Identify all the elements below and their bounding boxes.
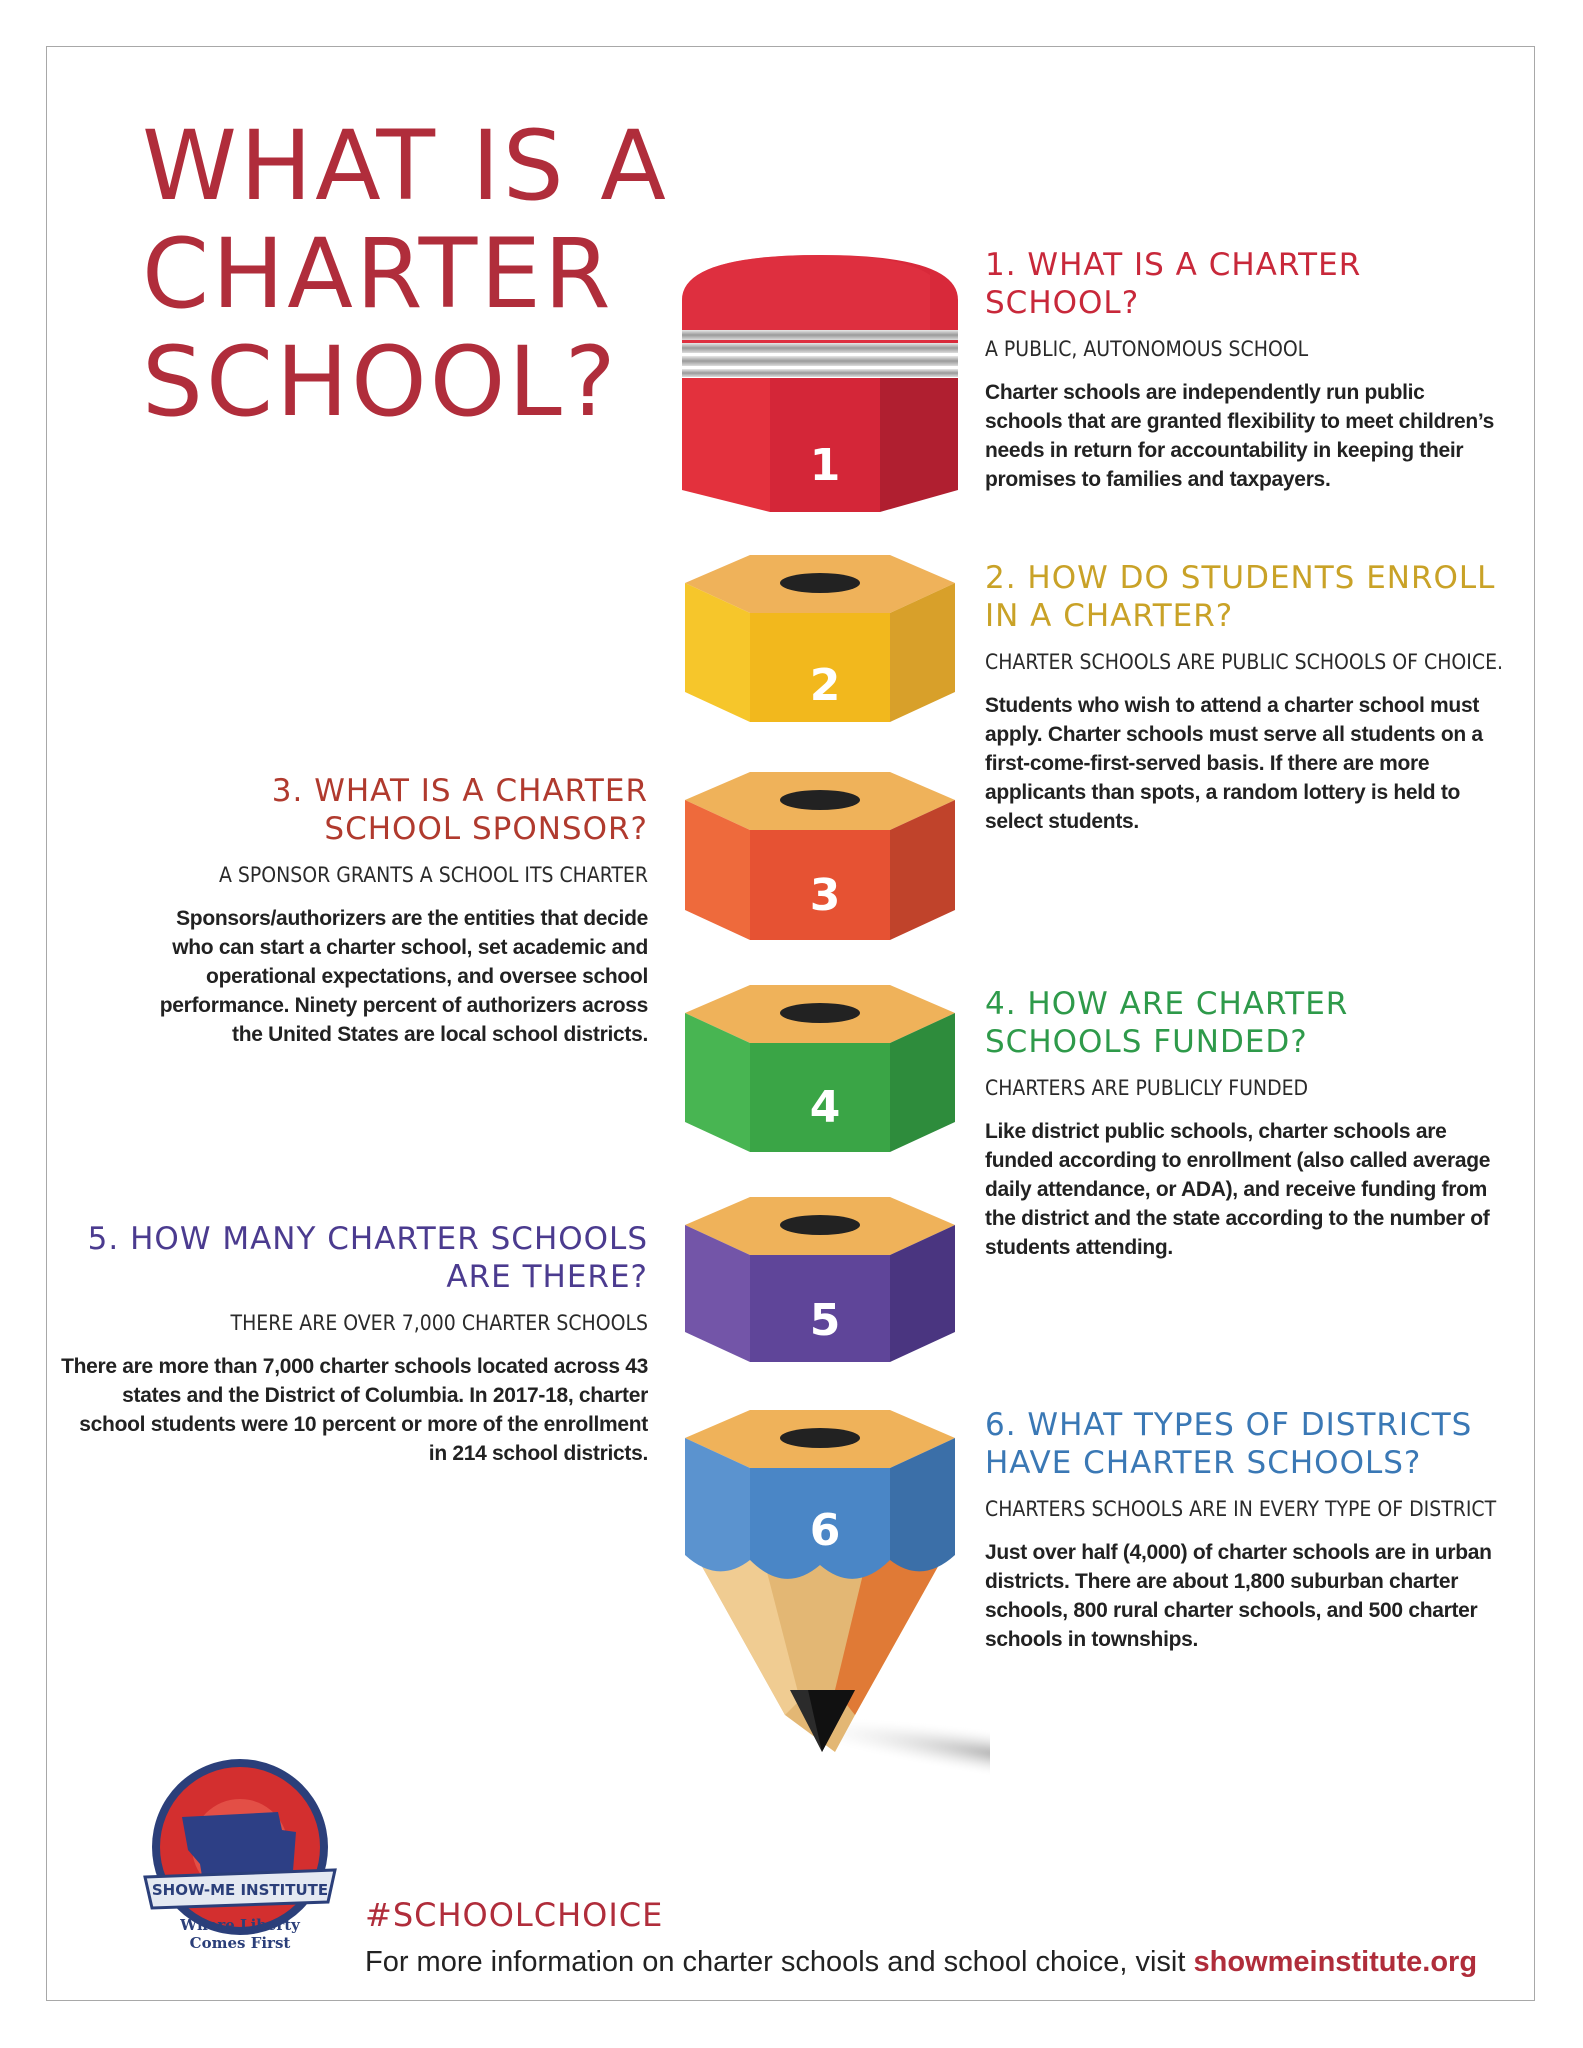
footer-text: For more information on charter schools and school choice, visit: [365, 1946, 1194, 1978]
section-title: 4. HOW ARE CHARTER SCHOOLS FUNDED?: [985, 986, 1349, 1060]
footer-info: [365, 1946, 1477, 1979]
pencil-number-3: 3: [809, 870, 841, 921]
section-2: [985, 559, 1505, 836]
pencil-segment-2: [685, 555, 955, 722]
pencil-segment-6: [685, 1410, 955, 1752]
section-subtitle: A SPONSOR GRANTS A SCHOOL ITS CHARTER: [219, 863, 648, 887]
section-body: There are more than 7,000 charter schools located across 43 states and the District of Columbia. In 2017-18, charter school students were 10 percent or more of the enrollment in 214 school districts.: [61, 1355, 648, 1465]
section-body: Charter schools are independently run public schools that are granted flexibility to meet children’s needs in return for accountability in keeping their promises to families and taxpayers.: [985, 381, 1495, 491]
section-body: Sponsors/authorizers are the entities that decide who can start a charter school, set academic and operational expectations, and oversee school performance. Ninety percent of authorizers across the United States are local school districts.: [159, 907, 648, 1046]
section-subtitle: CHARTERS ARE PUBLICLY FUNDED: [985, 1076, 1309, 1100]
logo-tagline-1: Where Liberty: [180, 1916, 300, 1934]
section-title: 6. WHAT TYPES OF DISTRICTS HAVE CHARTER SCHOOLS?: [985, 1407, 1473, 1481]
pencil-number-6: 6: [809, 1505, 841, 1556]
section-title: 1. WHAT IS A CHARTER SCHOOL?: [985, 247, 1362, 321]
section-1: [985, 246, 1505, 494]
website-link[interactable]: showmeinstitute.org: [1193, 1946, 1478, 1978]
section-title: 5. HOW MANY CHARTER SCHOOLS ARE THERE?: [87, 1221, 648, 1295]
logo-tagline-2: Comes First: [189, 1934, 291, 1952]
section-subtitle: THERE ARE OVER 7,000 CHARTER SCHOOLS: [230, 1311, 648, 1335]
pencil-number-1: 1: [809, 440, 841, 491]
show-me-institute-logo: [140, 1752, 340, 1969]
section-body: Just over half (4,000) of charter schools are in urban districts. There are about 1,800 suburban charter schools, 800 rural charter schools, and 500 charter schools in townships.: [985, 1541, 1492, 1651]
page-title: WHAT IS A CHARTER SCHOOL?: [142, 110, 669, 438]
pencil-segment-3: [685, 772, 955, 940]
section-subtitle: CHARTER SCHOOLS ARE PUBLIC SCHOOLS OF CHOICE.: [985, 650, 1503, 674]
section-subtitle: A PUBLIC, AUTONOMOUS SCHOOL: [985, 337, 1309, 361]
pencil-segment-4: [685, 985, 955, 1152]
pencil-segment-1: [682, 255, 958, 512]
pencil-number-2: 2: [809, 660, 841, 711]
section-title: 2. HOW DO STUDENTS ENROLL IN A CHARTER?: [985, 560, 1496, 634]
section-subtitle: CHARTERS SCHOOLS ARE IN EVERY TYPE OF DISTRICT: [985, 1497, 1497, 1521]
section-body: Students who wish to attend a charter school must apply. Charter schools must serve all students on a first-come-first-served basis. If there are more applicants than spots, a random lottery is held to select students.: [985, 694, 1483, 833]
pencil-number-5: 5: [809, 1295, 841, 1346]
pencil-number-4: 4: [809, 1082, 841, 1133]
section-4: [985, 985, 1505, 1262]
section-6: [985, 1406, 1505, 1654]
section-body: Like district public schools, charter schools are funded according to enrollment (also called average daily attendance, or ADA), and receive funding from the district and the state according to the number of students attending.: [985, 1120, 1491, 1259]
hashtag: #SCHOOLCHOICE: [365, 1896, 664, 1934]
section-title: 3. WHAT IS A CHARTER SCHOOL SPONSOR?: [271, 773, 648, 847]
pencil-segment-5: [685, 1197, 955, 1362]
logo-name: SHOW-ME INSTITUTE: [151, 1881, 329, 1899]
section-5: [58, 1220, 648, 1468]
pencil-illustration: [660, 240, 990, 1790]
section-3: [58, 772, 648, 1049]
